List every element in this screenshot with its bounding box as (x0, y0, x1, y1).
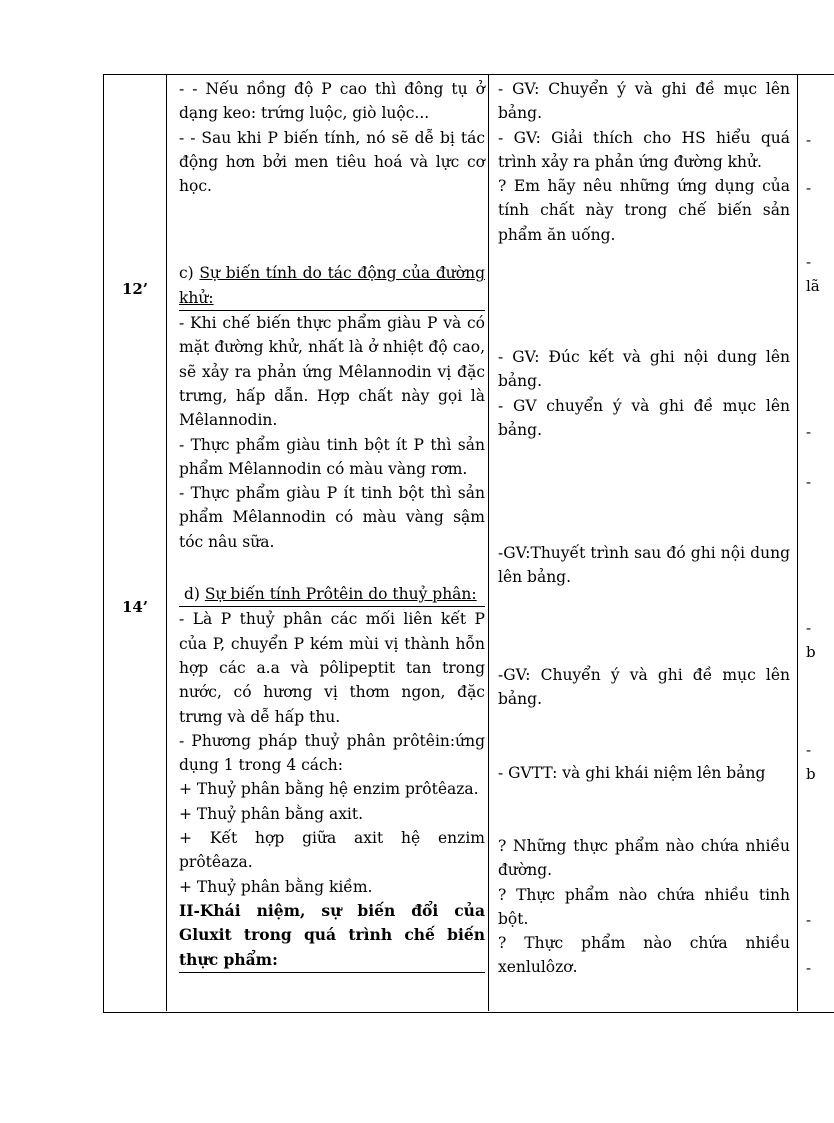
content-paragraph: - Thực phẩm giàu tinh bột ít P thì sản phẩm Mêlannodin có màu vàng rơm. (179, 435, 485, 478)
column-divider (797, 74, 798, 1011)
content-paragraph: - Khi chế biến thực phẩm giàu P và có mặt đường khử, nhất là ở nhiệt độ cao, sẽ xảy ra phản ứng Mêlannodin vị đặc trưng, hấp dẫn. Hợp chất này gọi là Mêlannodin. (179, 314, 485, 430)
teacher-question: ? Những thực phẩm nào chứa nhiều đường. (498, 837, 790, 880)
student-fragment: b (806, 765, 816, 783)
teacher-activity (498, 345, 790, 442)
student-fragment: - (806, 253, 812, 271)
teacher-note: - GV: Chuyển ý và ghi đề mục lên bảng. (498, 80, 790, 123)
student-fragment: - (806, 473, 812, 491)
teacher-activity (498, 77, 790, 247)
teacher-activity (498, 663, 790, 712)
teacher-note: - GVTT: và ghi khái niệm lên bảng (498, 764, 766, 782)
content-paragraph: - Là P thuỷ phân các mối liên kết P của P, chuyển P kém mùi vị thành hỗn hợp các a.a và pôlipeptit tan trong nước, có hương vị thơm ngon, đặc trưng và dễ hấp thu. (179, 610, 485, 726)
method-item: + Kết hợp giữa axit hệ enzim prôtêaza. (179, 829, 485, 872)
student-fragment: - (806, 959, 812, 977)
teacher-question: ? Thực phẩm nào chứa nhiều tinh bột. (498, 885, 790, 928)
student-fragment: - (806, 911, 812, 929)
teacher-activity (498, 834, 790, 980)
section-d-heading: d) Sự biến tính Prôtêin do thuỷ phân: (183, 585, 477, 604)
time-label-12: 12’ (121, 280, 149, 298)
method-item: + Thuỷ phân bằng kiềm. (179, 877, 373, 896)
teacher-note: - GV: Đúc kết và ghi nội dung lên bảng. (498, 348, 790, 391)
content-paragraph: - Thực phẩm giàu P ít tinh bột thì sản phẩm Mêlannodin có màu vàng sậm tóc nâu sữa. (179, 484, 485, 551)
method-item: + Thuỷ phân bằng hệ enzim prôtêaza. (179, 780, 479, 799)
content-paragraph: - Phương pháp thuỷ phân prôtêin:ứng dụng 1 trong 4 cách: (179, 731, 485, 775)
teacher-activity (498, 761, 790, 785)
column-divider (488, 74, 489, 1011)
content-paragraph: - - Nếu nồng độ P cao thì đông tụ ở dạng keo: trứng luộc, giò luộc... (179, 80, 485, 123)
student-fragment: - (806, 131, 812, 149)
teacher-note: -GV:Thuyết trình sau đó ghi nội dung lên bảng. (498, 544, 790, 587)
content-paragraph: - - Sau khi P biến tính, nó sẽ dễ bị tác động hơn bởi men tiêu hoá và lực cơ học. (179, 128, 485, 196)
teacher-note: -GV: Chuyển ý và ghi đề mục lên bảng. (498, 666, 790, 709)
student-fragment: - (806, 619, 812, 637)
section-c-heading: c) Sự biến tính do tác động của đường khử: (179, 264, 486, 307)
method-item: + Thuỷ phân bằng axit. (179, 804, 364, 823)
student-fragment: - (806, 741, 812, 759)
student-fragment: - (806, 179, 812, 197)
teacher-question: ? Thực phẩm nào chứa nhiều xenlulôzơ. (498, 934, 790, 977)
teacher-activity (498, 541, 790, 590)
teacher-note: - GV: Giải thích cho HS hiểu quá trình xảy ra phản ứng đường khử. (498, 128, 790, 171)
student-fragment: b (806, 643, 816, 661)
student-fragment: - (806, 423, 812, 441)
content-column (179, 77, 485, 973)
column-divider (166, 74, 167, 1011)
teacher-question: ? Em hãy nêu những ứng dụng của tính chất này trong chế biến sản phẩm ăn uống. (498, 177, 790, 244)
student-fragment: lã (806, 277, 820, 295)
teacher-note: - GV chuyển ý và ghi đề mục lên bảng. (498, 396, 790, 439)
section-ii-heading: II-Khái niệm, sự biến đổi của Gluxit trong quá trình chế biến thực phẩm: (179, 900, 485, 969)
time-label-14: 14’ (121, 598, 149, 616)
